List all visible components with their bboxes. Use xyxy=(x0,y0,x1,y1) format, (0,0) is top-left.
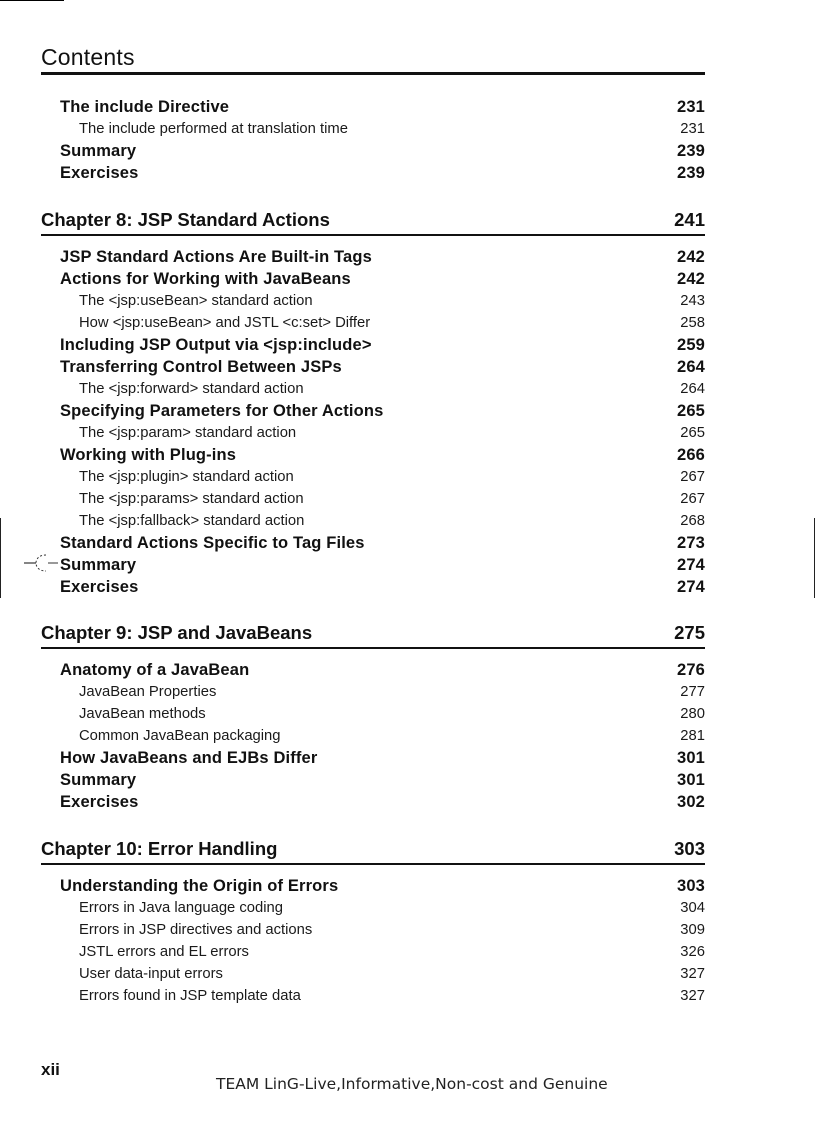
toc-entry[interactable] xyxy=(0,402,816,424)
toc-entry[interactable] xyxy=(0,270,816,292)
scan-margin-mark xyxy=(0,518,1,598)
toc-entry-page: 280 xyxy=(680,706,705,722)
chapter-title: Chapter 9: JSP and JavaBeans xyxy=(41,622,313,643)
toc-entry-page: 326 xyxy=(680,944,705,960)
pointer-arrow-icon xyxy=(22,551,58,575)
toc-entry-page: 303 xyxy=(677,877,705,895)
toc-entry-page: 281 xyxy=(680,728,705,744)
toc-entry[interactable] xyxy=(0,793,816,815)
toc-entry-label: JSP Standard Actions Are Built-in Tags xyxy=(60,248,372,266)
toc-entry[interactable] xyxy=(0,965,816,987)
toc-entry-label: Standard Actions Specific to Tag Files xyxy=(60,534,365,552)
toc-entry[interactable] xyxy=(0,705,816,727)
toc-entry-label: How JavaBeans and EJBs Differ xyxy=(60,749,318,767)
toc-entry-page: 327 xyxy=(680,988,705,1004)
toc-entry-page: 231 xyxy=(680,121,705,137)
toc-entry-label: Errors in Java language coding xyxy=(79,900,283,916)
toc-entry-label: The <jsp:forward> standard action xyxy=(79,381,304,397)
toc-entry-label: Exercises xyxy=(60,793,139,811)
toc-entry[interactable] xyxy=(0,358,816,380)
toc-entry-page: 242 xyxy=(677,270,705,288)
toc-entry[interactable] xyxy=(0,683,816,705)
toc-entry-page: 267 xyxy=(680,469,705,485)
toc-entry-page: 242 xyxy=(677,248,705,266)
toc-entry[interactable] xyxy=(0,534,816,556)
chapter-heading-9[interactable] xyxy=(41,621,705,649)
toc-entry-page: 264 xyxy=(677,358,705,376)
toc-entry[interactable] xyxy=(0,921,816,943)
chapter-heading-10[interactable] xyxy=(41,837,705,865)
chapter-page: 275 xyxy=(674,622,705,643)
toc-entry-page: 301 xyxy=(677,771,705,789)
toc-entry-label: Exercises xyxy=(60,164,139,182)
toc-entry-page: 304 xyxy=(680,900,705,916)
toc-entry[interactable] xyxy=(0,98,816,120)
toc-entry-label: The <jsp:fallback> standard action xyxy=(79,513,305,529)
toc-entry-label: The include Directive xyxy=(60,98,230,116)
toc-entry-page: 239 xyxy=(677,164,705,182)
toc-entry[interactable] xyxy=(0,424,816,446)
toc-entry-page: 274 xyxy=(677,578,705,596)
chapter-heading-8[interactable] xyxy=(41,208,705,236)
toc-entry-page: 239 xyxy=(677,142,705,160)
toc-entry[interactable] xyxy=(0,164,816,186)
toc-entry-page: 276 xyxy=(677,661,705,679)
toc-entry-label: JavaBean Properties xyxy=(79,684,217,700)
toc-entry-page: 259 xyxy=(677,336,705,354)
toc-entry-label: The include performed at translation time xyxy=(79,121,348,137)
toc-entry-label: Transferring Control Between JSPs xyxy=(60,358,342,376)
toc-entry[interactable] xyxy=(0,771,816,793)
toc-entry-label: Exercises xyxy=(60,578,139,596)
toc-entry-label: JavaBean methods xyxy=(79,706,206,722)
toc-entry-label: Summary xyxy=(60,142,137,160)
toc-entry-label: Understanding the Origin of Errors xyxy=(60,877,339,895)
toc-entry[interactable] xyxy=(0,314,816,336)
toc-entry-label: The <jsp:plugin> standard action xyxy=(79,469,294,485)
toc-entry-page: 258 xyxy=(680,315,705,331)
chapter-title: Chapter 8: JSP Standard Actions xyxy=(41,209,330,230)
toc-entry[interactable] xyxy=(0,899,816,921)
toc-entry-label: The <jsp:useBean> standard action xyxy=(79,293,313,309)
toc-entry[interactable] xyxy=(0,512,816,534)
toc-entry[interactable] xyxy=(0,468,816,490)
toc-entry-page: 265 xyxy=(677,402,705,420)
toc-entry-page: 309 xyxy=(680,922,705,938)
toc-entry[interactable] xyxy=(0,380,816,402)
toc-entry[interactable] xyxy=(0,749,816,771)
header-rule xyxy=(41,72,705,75)
toc-entry-page: 277 xyxy=(680,684,705,700)
toc-entry-label: Common JavaBean packaging xyxy=(79,728,281,744)
toc-entry-page: 301 xyxy=(677,749,705,767)
toc-entry-label: Anatomy of a JavaBean xyxy=(60,661,250,679)
toc-entry[interactable] xyxy=(0,490,816,512)
chapter-title: Chapter 10: Error Handling xyxy=(41,838,278,859)
toc-entry-label: User data-input errors xyxy=(79,966,223,982)
toc-entry-label: Including JSP Output via <jsp:include> xyxy=(60,336,372,354)
toc-entry[interactable] xyxy=(0,446,816,468)
toc-entry-label: Errors found in JSP template data xyxy=(79,988,301,1004)
footer-watermark: TEAM LinG-Live,Informative,Non-cost and Genuine xyxy=(216,1075,608,1093)
corner-rule xyxy=(0,0,64,1)
toc-entry[interactable] xyxy=(0,292,816,314)
toc-entry[interactable] xyxy=(0,142,816,164)
toc-entry-label: The <jsp:params> standard action xyxy=(79,491,304,507)
toc-entry-label: How <jsp:useBean> and JSTL <c:set> Differ xyxy=(79,315,371,331)
toc-entry-label: Errors in JSP directives and actions xyxy=(79,922,313,938)
toc-entry-page: 231 xyxy=(677,98,705,116)
toc-entry[interactable] xyxy=(0,120,816,142)
toc-entry-page: 265 xyxy=(680,425,705,441)
toc-entry-page: 267 xyxy=(680,491,705,507)
toc-entry-page: 268 xyxy=(680,513,705,529)
toc-entry-page: 266 xyxy=(677,446,705,464)
toc-entry[interactable] xyxy=(0,248,816,270)
toc-entry[interactable] xyxy=(0,727,816,749)
toc-entry-page: 243 xyxy=(680,293,705,309)
chapter-page: 303 xyxy=(674,838,705,859)
toc-entry[interactable] xyxy=(0,877,816,899)
page-folio: xii xyxy=(41,1060,60,1079)
toc-entry[interactable] xyxy=(0,943,816,965)
toc-entry[interactable] xyxy=(0,661,816,683)
toc-entry-page: 327 xyxy=(680,966,705,982)
toc-entry[interactable] xyxy=(0,336,816,358)
chapter-page: 241 xyxy=(674,209,705,230)
page-title: Contents xyxy=(41,44,135,70)
toc-entry[interactable] xyxy=(0,987,816,1009)
toc-entry-label: JSTL errors and EL errors xyxy=(79,944,249,960)
toc-entry-label: Summary xyxy=(60,771,137,789)
toc-entry-page: 264 xyxy=(680,381,705,397)
toc-entry-label: Working with Plug-ins xyxy=(60,446,237,464)
toc-entry-label: The <jsp:param> standard action xyxy=(79,425,297,441)
toc-entry-page: 273 xyxy=(677,534,705,552)
toc-entry-page: 274 xyxy=(677,556,705,574)
toc-entry[interactable] xyxy=(0,556,816,578)
toc-entry-label: Specifying Parameters for Other Actions xyxy=(60,402,384,420)
toc-entry-page: 302 xyxy=(677,793,705,811)
toc-entry-label: Actions for Working with JavaBeans xyxy=(60,270,351,288)
scan-margin-mark xyxy=(814,518,815,598)
toc-entry-label: Summary xyxy=(60,556,137,574)
toc-entry[interactable] xyxy=(0,578,816,600)
